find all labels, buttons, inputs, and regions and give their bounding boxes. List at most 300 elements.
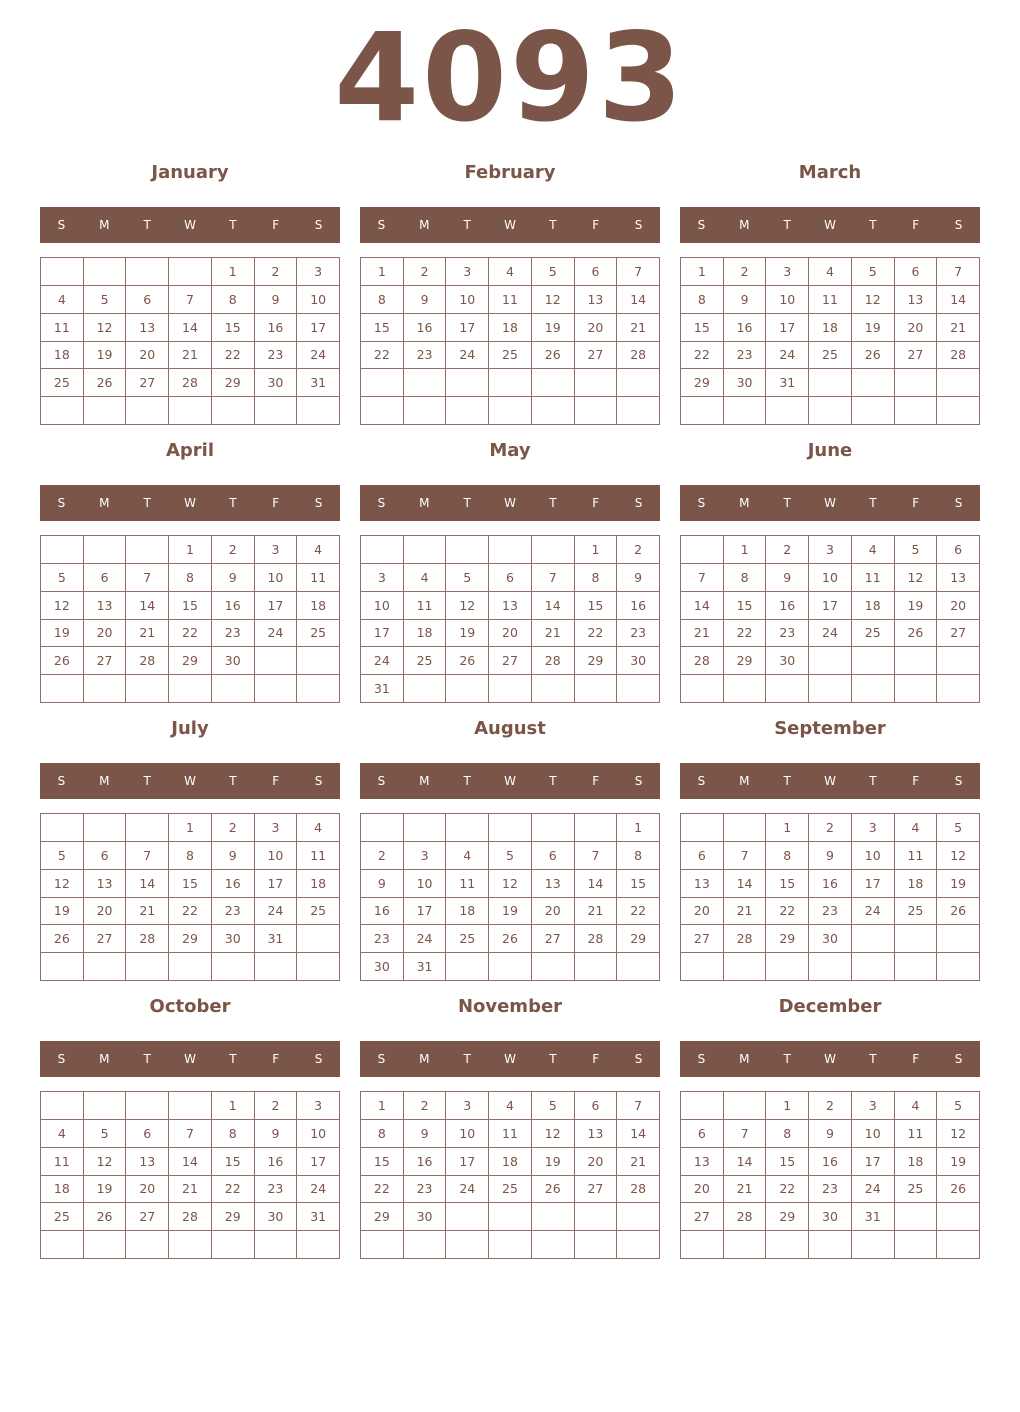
day-cell: 27 xyxy=(532,925,575,953)
day-cell: 14 xyxy=(617,286,660,314)
day-cell: 8 xyxy=(169,842,212,870)
empty-day-cell xyxy=(297,647,340,675)
empty-day-cell xyxy=(937,647,980,675)
day-cell: 13 xyxy=(489,592,532,620)
day-cell: 25 xyxy=(809,342,852,370)
day-cell: 29 xyxy=(169,647,212,675)
day-cell: 10 xyxy=(361,592,404,620)
day-cell: 4 xyxy=(297,536,340,564)
day-cell: 23 xyxy=(766,620,809,648)
day-cell: 9 xyxy=(212,564,255,592)
day-cell: 6 xyxy=(681,842,724,870)
day-cell: 17 xyxy=(809,592,852,620)
day-cell: 4 xyxy=(895,814,938,842)
weekday-label: T xyxy=(143,218,151,232)
day-cell: 13 xyxy=(681,870,724,898)
weekday-label: T xyxy=(229,496,237,510)
day-cell: 17 xyxy=(446,1148,489,1176)
weekday-label: S xyxy=(314,774,323,788)
day-cell: 8 xyxy=(212,286,255,314)
day-cell: 5 xyxy=(84,1120,127,1148)
day-cell: 28 xyxy=(169,369,212,397)
day-cell: 18 xyxy=(895,870,938,898)
month-august xyxy=(360,714,660,992)
day-cell: 8 xyxy=(361,1120,404,1148)
day-cell: 21 xyxy=(937,314,980,342)
empty-day-cell xyxy=(169,397,212,425)
weekday-label: W xyxy=(824,496,836,510)
weekday-label: T xyxy=(463,218,471,232)
day-cell: 26 xyxy=(446,647,489,675)
empty-day-cell xyxy=(766,675,809,703)
day-cell: 27 xyxy=(126,369,169,397)
empty-day-cell xyxy=(84,1231,127,1259)
day-cell: 24 xyxy=(446,342,489,370)
day-cell: 25 xyxy=(895,898,938,926)
empty-day-cell xyxy=(724,953,767,981)
weekday-label: S xyxy=(57,218,66,232)
empty-day-cell xyxy=(617,953,660,981)
empty-day-cell xyxy=(489,1203,532,1231)
weekday-label: S xyxy=(954,1052,963,1066)
month-may xyxy=(360,436,660,714)
day-cell: 22 xyxy=(212,342,255,370)
weekday-label: S xyxy=(634,218,643,232)
weekday-label: F xyxy=(272,774,280,788)
day-cell: 1 xyxy=(169,536,212,564)
day-cell: 15 xyxy=(212,314,255,342)
day-cell: 1 xyxy=(212,1092,255,1120)
empty-day-cell xyxy=(575,675,618,703)
day-cell: 14 xyxy=(169,314,212,342)
day-cell: 29 xyxy=(169,925,212,953)
weekday-header xyxy=(680,1041,980,1077)
day-grid xyxy=(40,257,340,425)
weekday-label: S xyxy=(377,774,386,788)
day-cell: 13 xyxy=(575,286,618,314)
empty-day-cell xyxy=(766,397,809,425)
day-cell: 29 xyxy=(361,1203,404,1231)
day-cell: 3 xyxy=(297,258,340,286)
empty-day-cell xyxy=(404,814,447,842)
day-cell: 31 xyxy=(297,1203,340,1231)
day-cell: 14 xyxy=(724,870,767,898)
day-cell: 2 xyxy=(255,258,298,286)
day-cell: 6 xyxy=(575,1092,618,1120)
empty-day-cell xyxy=(724,397,767,425)
weekday-label: S xyxy=(697,1052,706,1066)
day-cell: 6 xyxy=(84,564,127,592)
day-cell: 19 xyxy=(41,898,84,926)
weekday-header xyxy=(360,763,660,799)
empty-day-cell xyxy=(41,814,84,842)
day-cell: 3 xyxy=(766,258,809,286)
weekday-label: M xyxy=(739,1052,750,1066)
day-cell: 1 xyxy=(361,1092,404,1120)
day-cell: 2 xyxy=(404,1092,447,1120)
day-cell: 21 xyxy=(126,898,169,926)
day-cell: 9 xyxy=(724,286,767,314)
day-cell: 27 xyxy=(575,1176,618,1204)
day-cell: 2 xyxy=(361,842,404,870)
empty-day-cell xyxy=(895,925,938,953)
day-cell: 9 xyxy=(255,286,298,314)
day-cell: 14 xyxy=(617,1120,660,1148)
day-cell: 28 xyxy=(169,1203,212,1231)
weekday-label: F xyxy=(912,218,920,232)
day-grid xyxy=(680,535,980,703)
day-cell: 16 xyxy=(766,592,809,620)
day-cell: 10 xyxy=(404,870,447,898)
day-cell: 31 xyxy=(404,953,447,981)
empty-day-cell xyxy=(617,369,660,397)
day-cell: 3 xyxy=(404,842,447,870)
weekday-label: T xyxy=(463,1052,471,1066)
day-cell: 4 xyxy=(809,258,852,286)
empty-day-cell xyxy=(404,397,447,425)
empty-day-cell xyxy=(212,1231,255,1259)
empty-day-cell xyxy=(895,647,938,675)
day-cell: 23 xyxy=(361,925,404,953)
empty-day-cell xyxy=(361,536,404,564)
weekday-label: S xyxy=(57,1052,66,1066)
weekday-label: M xyxy=(99,496,110,510)
empty-day-cell xyxy=(575,953,618,981)
day-cell: 30 xyxy=(809,925,852,953)
day-cell: 12 xyxy=(532,1120,575,1148)
day-cell: 31 xyxy=(361,675,404,703)
empty-day-cell xyxy=(617,675,660,703)
day-cell: 20 xyxy=(895,314,938,342)
day-cell: 11 xyxy=(41,1148,84,1176)
empty-day-cell xyxy=(126,1092,169,1120)
day-cell: 8 xyxy=(681,286,724,314)
day-cell: 16 xyxy=(212,870,255,898)
empty-day-cell xyxy=(852,369,895,397)
weekday-label: M xyxy=(419,496,430,510)
day-cell: 10 xyxy=(255,564,298,592)
weekday-label: W xyxy=(504,1052,516,1066)
day-cell: 1 xyxy=(724,536,767,564)
empty-day-cell xyxy=(41,953,84,981)
day-cell: 22 xyxy=(169,620,212,648)
day-cell: 7 xyxy=(724,1120,767,1148)
day-cell: 4 xyxy=(489,258,532,286)
day-cell: 17 xyxy=(255,592,298,620)
empty-day-cell xyxy=(404,1231,447,1259)
weekday-label: S xyxy=(634,774,643,788)
day-cell: 11 xyxy=(489,1120,532,1148)
weekday-label: T xyxy=(549,218,557,232)
day-cell: 18 xyxy=(446,898,489,926)
month-name: January xyxy=(151,162,229,183)
weekday-label: T xyxy=(783,774,791,788)
day-cell: 26 xyxy=(84,369,127,397)
empty-day-cell xyxy=(41,675,84,703)
empty-day-cell xyxy=(255,647,298,675)
day-cell: 16 xyxy=(255,314,298,342)
day-cell: 20 xyxy=(126,342,169,370)
empty-day-cell xyxy=(84,814,127,842)
day-cell: 13 xyxy=(895,286,938,314)
day-cell: 3 xyxy=(255,536,298,564)
empty-day-cell xyxy=(126,675,169,703)
weekday-label: W xyxy=(184,218,196,232)
empty-day-cell xyxy=(84,675,127,703)
empty-day-cell xyxy=(489,536,532,564)
day-cell: 29 xyxy=(575,647,618,675)
weekday-header xyxy=(680,207,980,243)
day-cell: 6 xyxy=(937,536,980,564)
day-cell: 19 xyxy=(852,314,895,342)
day-cell: 16 xyxy=(617,592,660,620)
empty-day-cell xyxy=(724,814,767,842)
day-cell: 27 xyxy=(489,647,532,675)
empty-day-cell xyxy=(681,814,724,842)
day-cell: 17 xyxy=(255,870,298,898)
day-cell: 2 xyxy=(212,814,255,842)
day-cell: 20 xyxy=(84,620,127,648)
day-cell: 7 xyxy=(126,564,169,592)
day-cell: 6 xyxy=(126,286,169,314)
day-cell: 12 xyxy=(937,1120,980,1148)
day-cell: 25 xyxy=(404,647,447,675)
empty-day-cell xyxy=(681,1092,724,1120)
weekday-label: S xyxy=(954,218,963,232)
day-cell: 6 xyxy=(575,258,618,286)
weekday-header xyxy=(40,1041,340,1077)
month-october xyxy=(40,992,340,1270)
weekday-label: W xyxy=(824,218,836,232)
day-cell: 6 xyxy=(532,842,575,870)
day-cell: 23 xyxy=(212,620,255,648)
weekday-label: S xyxy=(377,496,386,510)
empty-day-cell xyxy=(126,397,169,425)
day-cell: 13 xyxy=(681,1148,724,1176)
empty-day-cell xyxy=(212,675,255,703)
weekday-label: S xyxy=(57,774,66,788)
empty-day-cell xyxy=(446,536,489,564)
empty-day-cell xyxy=(297,925,340,953)
weekday-header xyxy=(680,763,980,799)
empty-day-cell xyxy=(937,953,980,981)
weekday-label: M xyxy=(739,496,750,510)
day-cell: 18 xyxy=(297,870,340,898)
day-cell: 1 xyxy=(617,814,660,842)
weekday-label: T xyxy=(229,1052,237,1066)
day-cell: 5 xyxy=(446,564,489,592)
day-cell: 12 xyxy=(852,286,895,314)
day-cell: 20 xyxy=(575,1148,618,1176)
empty-day-cell xyxy=(532,536,575,564)
month-name: September xyxy=(774,718,886,739)
day-cell: 25 xyxy=(489,1176,532,1204)
day-cell: 23 xyxy=(255,1176,298,1204)
day-cell: 19 xyxy=(937,1148,980,1176)
day-cell: 1 xyxy=(575,536,618,564)
weekday-label: T xyxy=(783,1052,791,1066)
day-cell: 30 xyxy=(766,647,809,675)
day-cell: 27 xyxy=(895,342,938,370)
day-cell: 3 xyxy=(361,564,404,592)
day-cell: 22 xyxy=(766,898,809,926)
day-cell: 24 xyxy=(852,898,895,926)
day-cell: 25 xyxy=(446,925,489,953)
empty-day-cell xyxy=(681,1231,724,1259)
day-cell: 8 xyxy=(766,1120,809,1148)
day-cell: 3 xyxy=(852,814,895,842)
day-cell: 29 xyxy=(766,1203,809,1231)
empty-day-cell xyxy=(852,925,895,953)
empty-day-cell xyxy=(361,397,404,425)
day-cell: 22 xyxy=(212,1176,255,1204)
day-cell: 10 xyxy=(297,1120,340,1148)
empty-day-cell xyxy=(446,814,489,842)
empty-day-cell xyxy=(809,397,852,425)
empty-day-cell xyxy=(724,1092,767,1120)
weekday-label: F xyxy=(592,218,600,232)
weekday-label: M xyxy=(419,774,430,788)
day-cell: 23 xyxy=(212,898,255,926)
day-cell: 24 xyxy=(404,925,447,953)
empty-day-cell xyxy=(212,953,255,981)
day-cell: 16 xyxy=(212,592,255,620)
empty-day-cell xyxy=(446,1231,489,1259)
day-cell: 22 xyxy=(575,620,618,648)
empty-day-cell xyxy=(809,1231,852,1259)
day-cell: 6 xyxy=(126,1120,169,1148)
empty-day-cell xyxy=(446,953,489,981)
empty-day-cell xyxy=(937,925,980,953)
day-cell: 13 xyxy=(937,564,980,592)
day-cell: 1 xyxy=(766,814,809,842)
empty-day-cell xyxy=(361,369,404,397)
day-grid xyxy=(40,535,340,703)
day-cell: 21 xyxy=(126,620,169,648)
day-cell: 1 xyxy=(766,1092,809,1120)
day-cell: 19 xyxy=(489,898,532,926)
day-cell: 1 xyxy=(169,814,212,842)
empty-day-cell xyxy=(489,675,532,703)
month-name: April xyxy=(165,440,215,461)
empty-day-cell xyxy=(84,258,127,286)
weekday-label: T xyxy=(229,218,237,232)
empty-day-cell xyxy=(766,1231,809,1259)
day-cell: 26 xyxy=(937,898,980,926)
day-cell: 14 xyxy=(126,870,169,898)
day-cell: 30 xyxy=(361,953,404,981)
empty-day-cell xyxy=(169,258,212,286)
day-cell: 28 xyxy=(724,925,767,953)
weekday-label: S xyxy=(697,496,706,510)
day-cell: 24 xyxy=(297,1176,340,1204)
day-cell: 20 xyxy=(681,898,724,926)
month-february xyxy=(360,158,660,436)
month-name: October xyxy=(149,996,231,1017)
day-cell: 29 xyxy=(724,647,767,675)
day-cell: 30 xyxy=(255,369,298,397)
empty-day-cell xyxy=(532,953,575,981)
empty-day-cell xyxy=(937,1203,980,1231)
day-cell: 1 xyxy=(361,258,404,286)
empty-day-cell xyxy=(84,397,127,425)
weekday-label: W xyxy=(184,774,196,788)
weekday-label: S xyxy=(634,496,643,510)
empty-day-cell xyxy=(575,1231,618,1259)
day-cell: 11 xyxy=(895,1120,938,1148)
weekday-label: T xyxy=(869,218,877,232)
empty-day-cell xyxy=(852,397,895,425)
day-cell: 11 xyxy=(446,870,489,898)
day-cell: 26 xyxy=(41,647,84,675)
weekday-label: S xyxy=(697,774,706,788)
day-cell: 7 xyxy=(575,842,618,870)
day-cell: 8 xyxy=(169,564,212,592)
empty-day-cell xyxy=(212,397,255,425)
empty-day-cell xyxy=(41,1092,84,1120)
day-cell: 5 xyxy=(489,842,532,870)
day-cell: 5 xyxy=(852,258,895,286)
day-cell: 13 xyxy=(84,592,127,620)
day-cell: 7 xyxy=(169,1120,212,1148)
empty-day-cell xyxy=(297,1231,340,1259)
day-cell: 10 xyxy=(852,842,895,870)
weekday-label: S xyxy=(314,1052,323,1066)
empty-day-cell xyxy=(895,675,938,703)
empty-day-cell xyxy=(852,675,895,703)
day-cell: 9 xyxy=(617,564,660,592)
day-cell: 27 xyxy=(84,647,127,675)
empty-day-cell xyxy=(809,953,852,981)
day-cell: 12 xyxy=(41,870,84,898)
empty-day-cell xyxy=(617,1203,660,1231)
weekday-label: F xyxy=(592,1052,600,1066)
empty-day-cell xyxy=(532,1231,575,1259)
year-title: 4093 xyxy=(334,7,686,149)
month-name: March xyxy=(798,162,862,183)
weekday-label: F xyxy=(592,496,600,510)
day-cell: 9 xyxy=(212,842,255,870)
empty-day-cell xyxy=(41,258,84,286)
day-cell: 15 xyxy=(681,314,724,342)
weekday-label: S xyxy=(57,496,66,510)
day-cell: 7 xyxy=(617,1092,660,1120)
day-cell: 5 xyxy=(41,842,84,870)
weekday-label: F xyxy=(912,496,920,510)
weekday-label: S xyxy=(697,218,706,232)
day-cell: 14 xyxy=(937,286,980,314)
day-cell: 27 xyxy=(575,342,618,370)
empty-day-cell xyxy=(532,1203,575,1231)
empty-day-cell xyxy=(937,1231,980,1259)
day-cell: 20 xyxy=(575,314,618,342)
day-grid xyxy=(680,813,980,981)
day-cell: 13 xyxy=(126,1148,169,1176)
weekday-label: T xyxy=(229,774,237,788)
empty-day-cell xyxy=(937,369,980,397)
day-cell: 30 xyxy=(724,369,767,397)
empty-day-cell xyxy=(681,397,724,425)
day-cell: 16 xyxy=(809,1148,852,1176)
empty-day-cell xyxy=(297,675,340,703)
day-cell: 25 xyxy=(297,898,340,926)
day-cell: 2 xyxy=(617,536,660,564)
day-cell: 18 xyxy=(41,342,84,370)
weekday-label: F xyxy=(272,218,280,232)
day-cell: 25 xyxy=(41,1203,84,1231)
day-cell: 13 xyxy=(84,870,127,898)
empty-day-cell xyxy=(255,1231,298,1259)
